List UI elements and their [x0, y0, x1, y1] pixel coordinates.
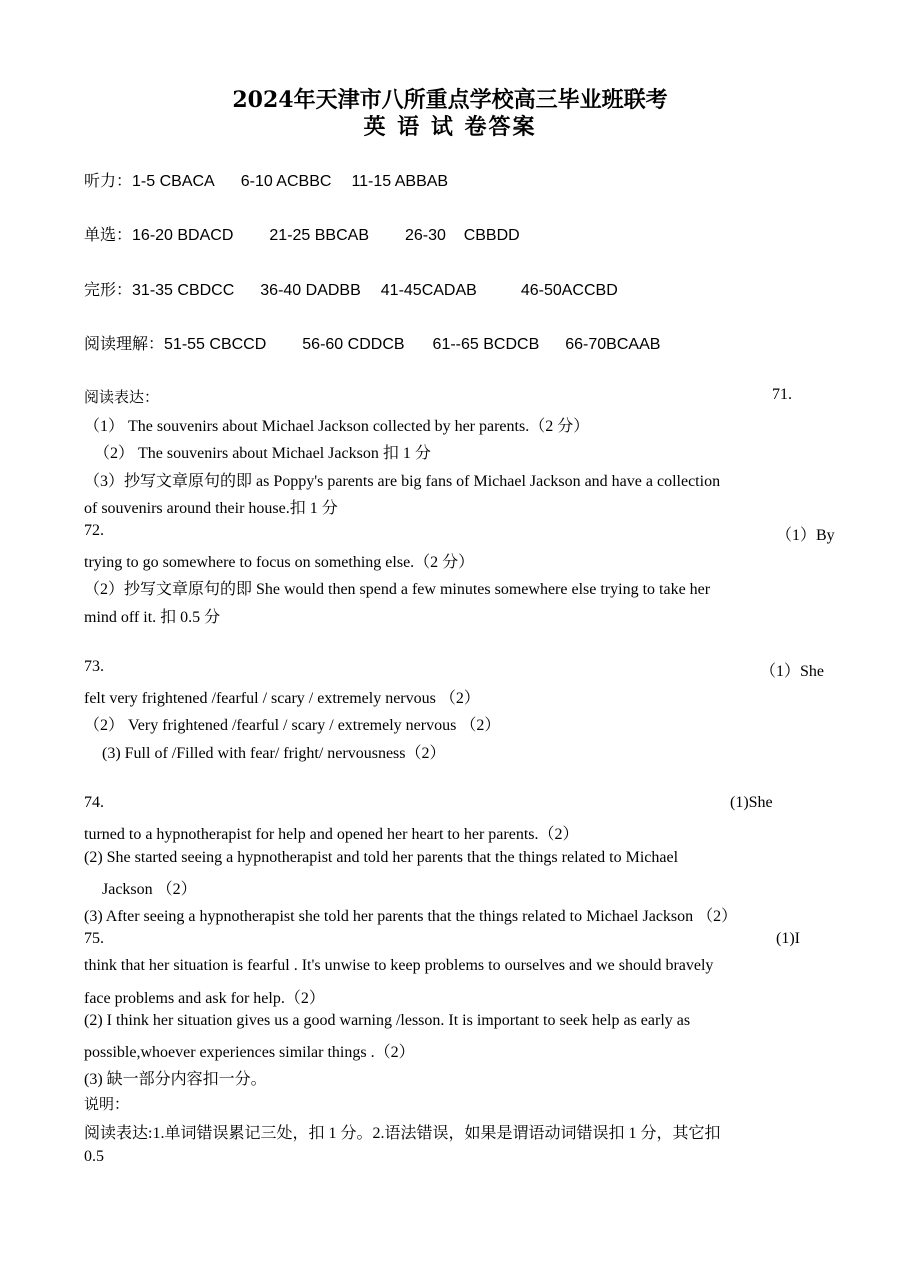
answer-group: 36-40 DADBB — [260, 282, 361, 299]
question-number: 73. — [84, 658, 104, 675]
answer-group: 31-35 CBDCC — [132, 282, 235, 299]
answer-group: 56-60 CDDCB — [302, 336, 405, 353]
question-number: 71. — [772, 386, 792, 403]
answer-marker: (1)I — [776, 930, 800, 947]
answer-line: Jackson （2） — [102, 881, 197, 898]
answer-line: mind off it. 扣 0.5 分 — [84, 609, 221, 626]
answer-line: trying to go somewhere to focus on something else.（2 分） — [84, 554, 475, 571]
answer-line: possible,whoever experiences similar things .（2） — [84, 1044, 415, 1061]
answer-group: 26-30 CBBDD — [405, 227, 520, 244]
page-title: 2024年天津市八所重点学校高三毕业班联考 — [232, 87, 668, 113]
answer-line: （1） The souvenirs about Michael Jackson collected by her parents.（2 分） — [84, 418, 590, 435]
answer-line: (2) I think her situation gives us a good warning /lesson. It is important to seek help as early as — [84, 1012, 691, 1029]
listening-answers — [84, 168, 448, 191]
answer-group: 16-20 BDACD — [132, 227, 234, 244]
answer-line: felt very frightened /fearful / scary / extremely nervous （2） — [84, 690, 480, 707]
answer-line: (3) 缺一部分内容扣一分。 — [84, 1071, 267, 1088]
cloze-label: 完形： — [84, 280, 133, 299]
answer-group: 11-15 ABBAB — [351, 173, 449, 190]
answer-group: 1-5 CBACA — [132, 173, 215, 190]
notes-line: 阅读表达:1.单词错误累记三处，扣 1 分。2.语法错误，如果是谓语动词错误扣 1 分，其它扣 — [84, 1125, 721, 1142]
answer-group: 6-10 ACBBC — [240, 173, 332, 190]
answer-marker: （1）She — [760, 663, 825, 680]
answer-line: turned to a hypnotherapist for help and opened her heart to her parents.（2） — [84, 826, 579, 843]
page-subtitle: 英 语 试 卷答案 — [363, 114, 537, 140]
answer-group: 61--65 BCDCB — [432, 336, 540, 353]
answer-line: （2）抄写文章原句的即 She would then spend a few minutes somewhere else trying to take her — [84, 581, 711, 598]
single-choice-answers — [84, 222, 520, 245]
answer-line: think that her situation is fearful . It's unwise to keep problems to ourselves and we should bravely — [84, 957, 714, 974]
reading-answers — [84, 331, 660, 354]
answer-group: 66-70BCAAB — [565, 336, 661, 353]
notes-line: 0.5 — [84, 1148, 104, 1165]
answer-line: (3) After seeing a hypnotherapist she told her parents that the things related to Michael Jackson （2） — [84, 908, 738, 925]
answer-line: (2) She started seeing a hypnotherapist and told her parents that the things related to Michael — [84, 849, 679, 866]
question-number: 74. — [84, 794, 104, 811]
reading-label: 阅读理解： — [84, 334, 165, 353]
answer-marker: （1）By — [776, 527, 835, 544]
answer-line: （2） The souvenirs about Michael Jackson 扣 1 分 — [94, 445, 431, 462]
answer-line: （2） Very frightened /fearful / scary / extremely nervous （2） — [84, 717, 501, 734]
question-number: 72. — [84, 522, 104, 539]
answer-line: （3）抄写文章原句的即 as Poppy's parents are big fans of Michael Jackson and have a collection — [84, 473, 721, 490]
single-choice-label: 单选： — [84, 225, 133, 244]
answer-line: of souvenirs around their house.扣 1 分 — [84, 500, 338, 517]
question-number: 75. — [84, 930, 104, 947]
notes-heading: 说明： — [84, 1095, 130, 1113]
answer-group: 51-55 CBCCD — [164, 336, 267, 353]
answer-group: 46-50ACCBD — [520, 282, 618, 299]
answer-marker: (1)She — [730, 794, 773, 811]
cloze-answers — [84, 277, 618, 300]
listening-label: 听力： — [84, 171, 133, 190]
expression-heading: 阅读表达： — [84, 388, 160, 406]
answer-group: 41-45CADAB — [380, 282, 477, 299]
answer-line: (3) Full of /Filled with fear/ fright/ nervousness（2） — [102, 745, 446, 762]
answer-group: 21-25 BBCAB — [269, 227, 369, 244]
answer-line: face problems and ask for help.（2） — [84, 990, 325, 1007]
